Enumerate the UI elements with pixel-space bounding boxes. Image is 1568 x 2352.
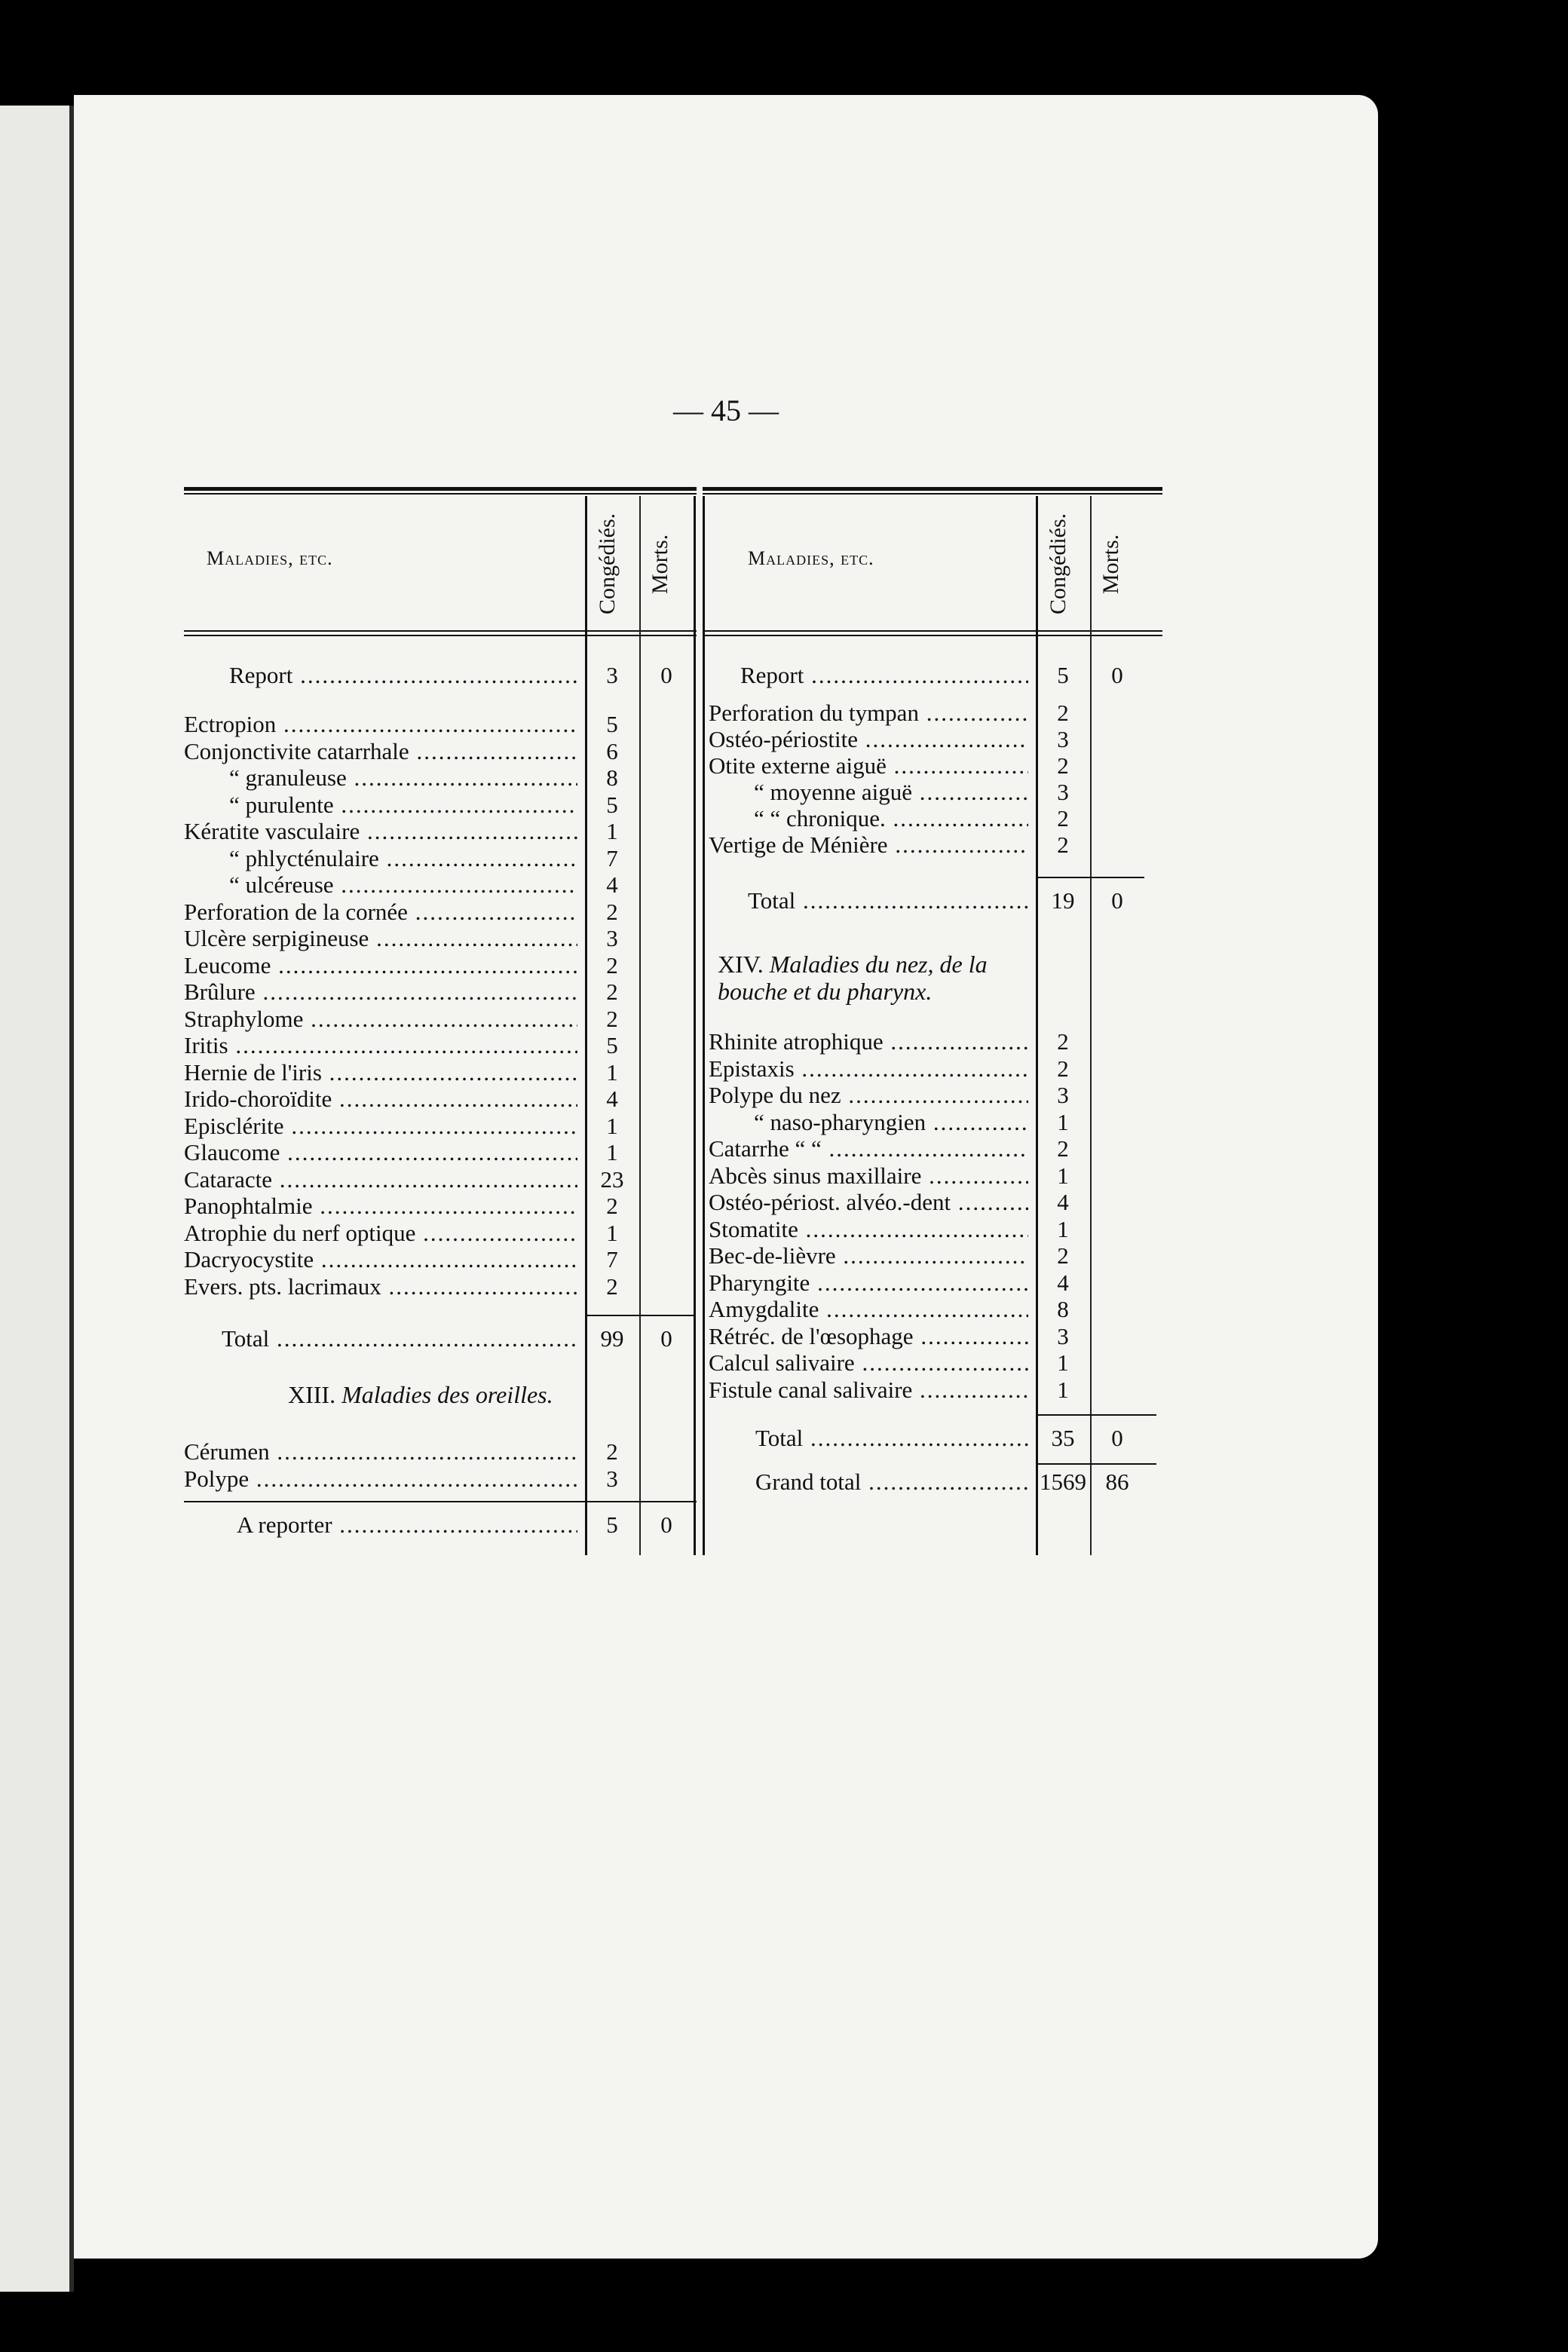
conges-value: 1 [1057, 1162, 1069, 1189]
section-number: XIV. [718, 951, 764, 978]
table-row [703, 1110, 1162, 1135]
conges-value: 1 [606, 1139, 618, 1165]
conges-value: 7 [606, 1246, 618, 1272]
table-top-rule-thin [184, 493, 697, 495]
header-rule-2 [184, 635, 697, 636]
total-rule [1036, 1414, 1156, 1416]
row-label: Calcul salivaire ..... [709, 1350, 1028, 1376]
row-label: Abcès sinus maxillaire ..... [709, 1163, 1028, 1189]
table-row [703, 1136, 1162, 1162]
morts-value: 0 [1111, 662, 1123, 688]
total-rule [1036, 877, 1144, 878]
conges-value: 3 [1057, 779, 1069, 805]
row-label: “ ulcéreuse ..... [229, 872, 577, 898]
row-label: Kératite vasculaire ..... [184, 819, 577, 844]
table-top-rule-thin [703, 493, 1162, 495]
conges-value: 1569 [1040, 1468, 1086, 1495]
table-row [184, 1193, 697, 1219]
total-row [184, 1326, 697, 1352]
table-row [703, 753, 1162, 779]
row-label: Ostéo-périost. alvéo.-dent ..... [709, 1190, 1028, 1215]
header-rule [703, 630, 1162, 632]
header-conges: Congédiés. [1046, 513, 1070, 615]
header-maladies: Maladies, etc. [207, 547, 333, 569]
morts-value: 0 [1111, 887, 1123, 914]
conges-value: 2 [606, 978, 618, 1005]
conges-value: 2 [1057, 1135, 1069, 1162]
table-row [184, 979, 697, 1005]
grand-total-row [703, 1469, 1162, 1495]
table-row [184, 1439, 697, 1465]
left-page-edge [0, 106, 69, 2292]
row-label: Fistule canal salivaire ..... [709, 1377, 1028, 1403]
report-row [703, 663, 1162, 688]
conges-value: 23 [600, 1165, 624, 1193]
conges-value: 2 [1057, 1055, 1069, 1082]
row-label: Conjonctivite catarrhale ..... [184, 739, 577, 764]
conges-value: 3 [1057, 726, 1069, 752]
row-label: Glaucome ..... [184, 1140, 577, 1165]
table-top-rule [703, 487, 1162, 491]
row-label: Panophtalmie ..... [184, 1193, 577, 1219]
row-label: Pharyngite ..... [709, 1270, 1028, 1296]
conges-value: 1 [1057, 1376, 1069, 1403]
left-table [184, 457, 697, 1542]
conges-value: 8 [606, 764, 618, 791]
conges-value: 3 [1057, 1082, 1069, 1108]
row-label: Leucome ..... [184, 953, 577, 978]
row-label: Irido-choroïdite ..... [184, 1086, 577, 1112]
report-row [184, 663, 697, 688]
conges-value: 5 [606, 1032, 618, 1058]
conges-value: 2 [1057, 700, 1069, 726]
table-row [184, 1466, 697, 1492]
conges-value: 2 [606, 1193, 618, 1219]
table-row [184, 765, 697, 791]
row-label: Cérumen ..... [184, 1439, 577, 1465]
conges-value: 2 [1057, 1242, 1069, 1269]
row-label: Amygdalite ..... [709, 1297, 1028, 1322]
table-row [703, 806, 1162, 831]
table-row [184, 1274, 697, 1300]
header-rule-2 [703, 635, 1162, 636]
table-row [184, 792, 697, 818]
page-shadow [1423, 208, 1455, 2319]
header-rule [184, 630, 697, 632]
table-row [184, 1060, 697, 1086]
row-label: Rhinite atrophique ..... [709, 1029, 1028, 1055]
header-morts: Morts. [1098, 534, 1123, 594]
table-row [703, 1029, 1162, 1055]
section-title: Maladies du nez, de la bouche et du pharynx. [718, 951, 988, 1005]
page [74, 95, 1378, 2259]
table-row [184, 819, 697, 844]
table-row [184, 1086, 697, 1112]
table-row [703, 727, 1162, 752]
row-label: Brûlure ..... [184, 979, 577, 1005]
section-xiv-heading [718, 951, 1034, 1005]
conges-value: 1 [1057, 1215, 1069, 1242]
row-label: Grand total ..... [755, 1469, 1028, 1495]
table-row [184, 1140, 697, 1165]
row-label: Perforation de la cornée ..... [184, 899, 577, 925]
table-row [703, 700, 1162, 726]
table-row [703, 1217, 1162, 1242]
row-label: Total ..... [748, 888, 1028, 914]
morts-value: 0 [660, 1511, 672, 1538]
row-label: Cataracte ..... [184, 1167, 577, 1193]
table-row [184, 1247, 697, 1272]
row-label: “ moyenne aiguë ..... [754, 779, 1028, 805]
conges-value: 2 [1057, 831, 1069, 858]
conges-value: 3 [606, 662, 618, 688]
table-row [703, 1297, 1162, 1322]
conges-value: 4 [606, 871, 618, 898]
conges-value: 3 [606, 925, 618, 951]
conges-value: 5 [1057, 662, 1069, 688]
conges-value: 5 [606, 1511, 618, 1538]
conges-value: 2 [606, 1438, 618, 1465]
conges-value: 2 [1057, 805, 1069, 831]
conges-value: 99 [600, 1325, 624, 1352]
total-row [703, 888, 1162, 914]
header-conges: Congédiés. [595, 513, 620, 615]
conges-value: 4 [606, 1086, 618, 1112]
table-row [184, 846, 697, 871]
row-label: Total ..... [222, 1326, 577, 1352]
section-number: XIII. [288, 1381, 336, 1408]
conges-value: 1 [606, 1219, 618, 1246]
row-label: “ granuleuse ..... [229, 765, 577, 791]
conges-value: 4 [1057, 1269, 1069, 1296]
conges-value: 4 [1057, 1189, 1069, 1215]
table-row [184, 899, 697, 925]
table-row [184, 1167, 697, 1193]
table-row [184, 926, 697, 951]
conges-value: 19 [1051, 887, 1075, 914]
morts-value: 0 [660, 1325, 672, 1352]
conges-value: 5 [606, 791, 618, 818]
table-row [703, 1324, 1162, 1349]
table-row [703, 1056, 1162, 1082]
table-row [703, 1190, 1162, 1215]
table-row [703, 1350, 1162, 1376]
row-label: Evers. pts. lacrimaux ..... [184, 1274, 577, 1300]
row-label: Iritis ..... [184, 1033, 577, 1058]
right-table [703, 457, 1162, 1542]
section-xiii-heading [288, 1381, 695, 1408]
section-title: Maladies des oreilles. [341, 1381, 553, 1408]
row-label: Report ..... [740, 663, 1028, 688]
table-row [184, 1220, 697, 1246]
row-label: Episclérite ..... [184, 1113, 577, 1139]
row-label: “ purulente ..... [229, 792, 577, 818]
morts-value: 0 [660, 662, 672, 688]
row-label: “ naso-pharyngien ..... [754, 1110, 1028, 1135]
conges-value: 5 [606, 711, 618, 737]
total-rule [585, 1315, 694, 1316]
row-label: Straphylome ..... [184, 1006, 577, 1032]
table-row [184, 1033, 697, 1058]
row-label: Otite externe aiguë ..... [709, 753, 1028, 779]
header-maladies: Maladies, etc. [748, 547, 874, 569]
row-label: “ “ chronique. ..... [754, 806, 1028, 831]
row-label: Epistaxis ..... [709, 1056, 1028, 1082]
conges-value: 1 [606, 1058, 618, 1086]
grand-total-rule [1036, 1463, 1156, 1465]
row-label: Bec-de-lièvre ..... [709, 1243, 1028, 1269]
conges-value: 7 [606, 844, 618, 871]
conges-value: 8 [1057, 1296, 1069, 1322]
row-label: Hernie de l'iris ..... [184, 1060, 577, 1086]
row-label: Ostéo-périostite ..... [709, 727, 1028, 752]
row-label: Polype du nez ..... [709, 1083, 1028, 1108]
table-row [703, 1163, 1162, 1189]
table-row [703, 1270, 1162, 1296]
table-row [184, 739, 697, 764]
row-label: Polype ..... [184, 1466, 577, 1492]
row-label: Ectropion ..... [184, 712, 577, 737]
table-row [184, 872, 697, 898]
row-label: Total ..... [755, 1426, 1028, 1451]
conges-value: 1 [606, 1112, 618, 1139]
reporter-rule [184, 1501, 697, 1502]
row-label: “ phlycténulaire ..... [229, 846, 577, 871]
total-xiv-row [703, 1426, 1162, 1451]
a-reporter-row [184, 1512, 697, 1538]
row-label: Perforation du tympan ..... [709, 700, 1028, 726]
conges-value: 1 [606, 818, 618, 844]
table-row [703, 1083, 1162, 1108]
row-label: Stomatite ..... [709, 1217, 1028, 1242]
conges-value: 2 [606, 898, 618, 925]
row-label: Rétréc. de l'œsophage ..... [709, 1324, 1028, 1349]
table-row [184, 1113, 697, 1139]
table-row [703, 832, 1162, 858]
conges-value: 6 [606, 737, 618, 764]
row-label: Catarrhe “ “ ..... [709, 1136, 1028, 1162]
conges-value: 2 [1057, 752, 1069, 779]
table-top-rule [184, 487, 697, 491]
conges-value: 2 [606, 1272, 618, 1300]
row-label: Dacryocystite ..... [184, 1247, 577, 1272]
table-row [703, 779, 1162, 805]
morts-value: 86 [1105, 1468, 1129, 1495]
page-number: — 45 — [673, 394, 779, 427]
row-label: A reporter ..... [237, 1512, 577, 1538]
conges-value: 35 [1051, 1425, 1075, 1451]
table-row [703, 1377, 1162, 1403]
morts-value: 0 [1111, 1425, 1123, 1451]
row-label: Ulcère serpigineuse ..... [184, 926, 577, 951]
row-label: Atrophie du nerf optique ..... [184, 1220, 577, 1246]
table-row [184, 1006, 697, 1032]
table-row [184, 712, 697, 737]
conges-value: 3 [606, 1465, 618, 1492]
conges-value: 1 [1057, 1349, 1069, 1376]
conges-value: 2 [1057, 1028, 1069, 1055]
conges-value: 3 [1057, 1322, 1069, 1349]
conges-value: 2 [606, 951, 618, 978]
conges-value: 2 [606, 1005, 618, 1032]
table-row [703, 1243, 1162, 1269]
table-row [184, 953, 697, 978]
row-label: Vertige de Ménière ..... [709, 832, 1028, 858]
conges-value: 1 [1057, 1108, 1069, 1135]
header-morts: Morts. [648, 534, 672, 594]
row-label: Report ..... [229, 663, 577, 688]
